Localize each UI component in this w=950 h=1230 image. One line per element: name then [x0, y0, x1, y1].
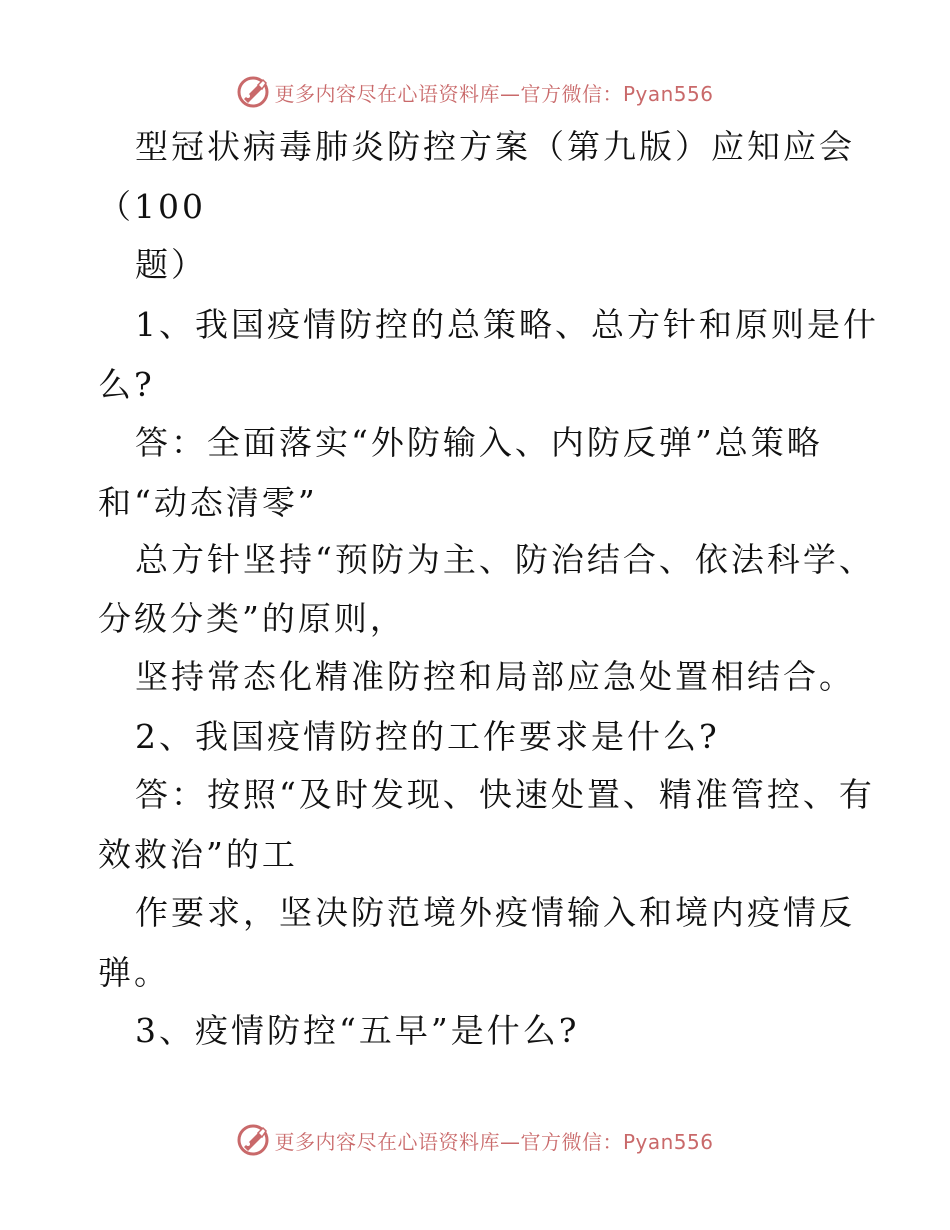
answer-2-line-2: 效救治”的工: [98, 835, 298, 874]
answer-1-line-5: 坚持常态化精准防控和局部应急处置相结合。: [135, 657, 855, 696]
question-1-line-1: 1、我国疫情防控的总策略、总方针和原则是什: [135, 305, 879, 344]
answer-2-line-1: 答：按照“及时发现、快速处置、精准管控、有: [135, 775, 875, 814]
pen-logo-icon: [236, 1123, 270, 1157]
footer-watermark: [0, 1120, 950, 1160]
watermark-separator: —: [499, 1129, 521, 1154]
watermark-slogan: 更多内容尽在心语资料库: [274, 1129, 500, 1154]
watermark-slogan: 更多内容尽在心语资料库: [274, 81, 500, 106]
doc-title-line-2: （100: [98, 187, 206, 226]
question-3-line-1: 3、疫情防控“五早”是什么?: [135, 1011, 580, 1050]
answer-1-line-4: 分级分类”的原则，: [98, 599, 406, 638]
header-watermark: [0, 72, 950, 112]
watermark-separator: —: [499, 81, 521, 106]
watermark-text: [274, 1126, 713, 1155]
question-2-line-1: 2、我国疫情防控的工作要求是什么?: [135, 717, 720, 756]
answer-1-line-1: 答：全面落实“外防输入、内防反弹”总策略: [135, 423, 823, 462]
answer-2-line-3: 作要求，坚决防范境外疫情输入和境内疫情反: [135, 893, 855, 932]
watermark-wechat: 官方微信：Pyan556: [520, 1129, 714, 1154]
watermark-wechat: 官方微信：Pyan556: [520, 81, 714, 106]
answer-2-line-4: 弹。: [98, 953, 170, 992]
question-1-line-2: 么?: [98, 365, 155, 404]
doc-title-line-1: 型冠状病毒肺炎防控方案（第九版）应知应会: [135, 127, 855, 166]
watermark-text: [274, 78, 713, 107]
doc-title-line-3: 题）: [135, 245, 207, 284]
pen-logo-icon: [236, 75, 270, 109]
answer-1-line-2: 和“动态清零”: [98, 483, 318, 522]
answer-1-line-3: 总方针坚持“预防为主、防治结合、依法科学、: [135, 540, 875, 579]
